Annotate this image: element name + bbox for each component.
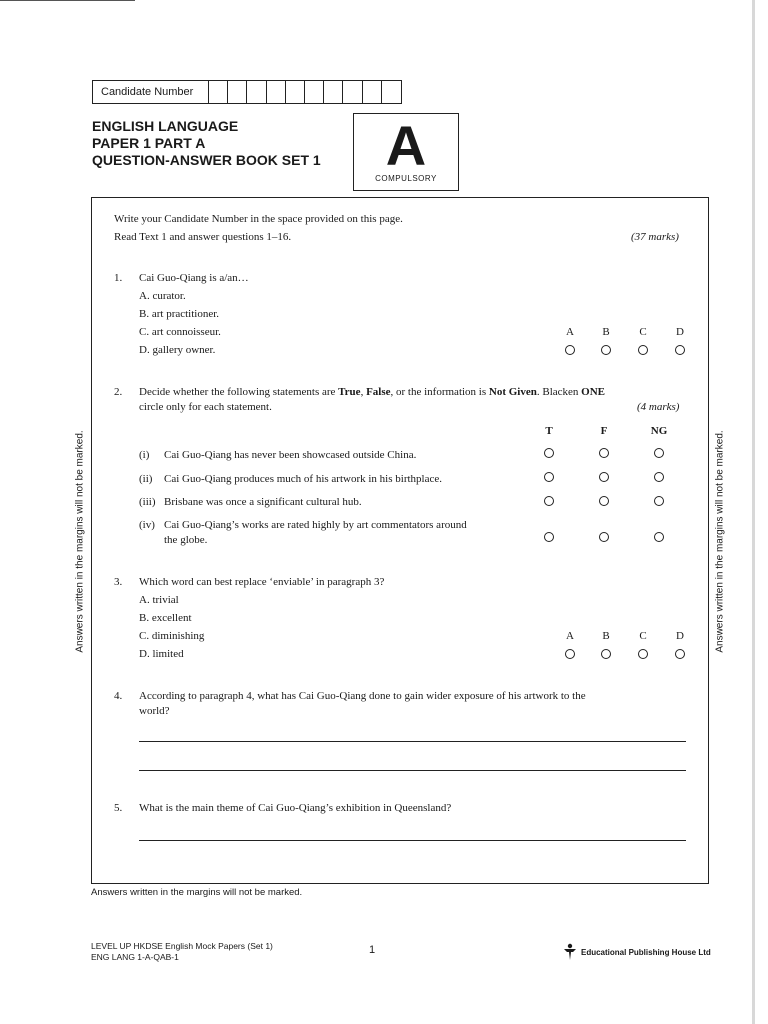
statement-number: (i) — [139, 449, 150, 461]
choice-label: D — [676, 326, 684, 338]
answer-bubble[interactable] — [599, 532, 609, 542]
statement-text: Cai Guo-Qiang’s works are rated highly by art commentators around — [164, 519, 467, 531]
option-text: A. curator. — [139, 290, 186, 302]
column-header-false: F — [600, 425, 608, 437]
column-header-true: T — [545, 425, 553, 437]
instruction-line: Write your Candidate Number in the space provided on this page. — [114, 213, 403, 225]
title-line: PAPER 1 PART A — [92, 135, 206, 151]
book-code: ENG LANG 1-A-QAB-1 — [91, 952, 179, 962]
publisher-logo-icon — [563, 943, 577, 961]
answer-bubble[interactable] — [599, 496, 609, 506]
candidate-number-box — [92, 80, 402, 104]
statement-text: Cai Guo-Qiang has never been showcased outside China. — [164, 449, 417, 461]
section-label: COMPULSORY — [375, 174, 437, 183]
book-info — [91, 941, 273, 963]
option-text: D. limited — [139, 648, 184, 660]
candidate-digit-cell[interactable] — [228, 81, 247, 103]
candidate-digit-cell[interactable] — [247, 81, 266, 103]
stem-text: Decide whether the following statements are — [139, 386, 339, 398]
candidate-digit-cell[interactable] — [343, 81, 362, 103]
choice-label: C — [639, 630, 647, 642]
paper-title — [92, 118, 321, 169]
answer-bubble[interactable] — [654, 496, 664, 506]
option-text: C. diminishing — [139, 630, 205, 642]
statement-text: Cai Guo-Qiang produces much of his artwork in his birthplace. — [164, 473, 442, 485]
question-number: 5. — [114, 802, 123, 814]
answer-line[interactable] — [139, 840, 686, 841]
left-margin-note: Answers written in the margins will not be marked. — [74, 430, 86, 653]
question-stem-cont: world? — [139, 705, 170, 717]
candidate-digit-cell[interactable] — [363, 81, 382, 103]
answer-bubble[interactable] — [565, 649, 575, 659]
answer-bubble[interactable] — [544, 496, 554, 506]
candidate-digit-cell[interactable] — [324, 81, 343, 103]
publisher-name: Educational Publishing House Ltd — [581, 947, 711, 957]
page-number: 1 — [369, 944, 376, 956]
candidate-digit-cell[interactable] — [382, 81, 401, 103]
answer-bubble[interactable] — [544, 472, 554, 482]
answer-bubble[interactable] — [601, 345, 611, 355]
option-text: D. gallery owner. — [139, 344, 216, 356]
answer-bubble[interactable] — [599, 472, 609, 482]
statement-text: Brisbane was once a significant cultural hub. — [164, 496, 362, 508]
question-number: 2. — [114, 386, 123, 398]
stem-false: False — [366, 386, 391, 398]
choice-label: B — [602, 630, 610, 642]
candidate-digit-cell[interactable] — [267, 81, 286, 103]
publisher — [563, 943, 711, 961]
answer-bubble[interactable] — [638, 649, 648, 659]
choice-label: A — [566, 326, 574, 338]
answer-line[interactable] — [139, 741, 686, 742]
column-header-not-given: NG — [650, 425, 668, 437]
stem-text: . Blacken — [536, 386, 582, 398]
answer-bubble[interactable] — [654, 472, 664, 482]
section-letter: A — [385, 114, 427, 177]
candidate-digit-cell[interactable] — [209, 81, 228, 103]
question-stem-cont: circle only for each statement. — [139, 401, 272, 413]
right-margin-note: Answers written in the margins will not be marked. — [714, 430, 726, 653]
answer-line[interactable] — [139, 770, 686, 771]
candidate-number-label: Candidate Number — [93, 81, 209, 103]
question-stem — [139, 385, 605, 399]
answer-bubble[interactable] — [601, 649, 611, 659]
candidate-digit-cell[interactable] — [305, 81, 324, 103]
footer-margin-note: Answers written in the margins will not be marked. — [91, 887, 303, 898]
answer-bubble[interactable] — [544, 448, 554, 458]
answer-bubble[interactable] — [638, 345, 648, 355]
answer-bubble[interactable] — [654, 448, 664, 458]
question-number: 4. — [114, 690, 123, 702]
question-number: 3. — [114, 576, 123, 588]
instruction-line: Read Text 1 and answer questions 1–16. — [114, 231, 292, 243]
option-text: A. trivial — [139, 594, 179, 606]
top-edge-line — [0, 0, 135, 1]
option-text: C. art connoisseur. — [139, 326, 221, 338]
stem-text: , or the information is — [390, 386, 489, 398]
stem-not-given: Not Given — [488, 386, 537, 398]
choice-label: A — [566, 630, 574, 642]
option-text: B. art practitioner. — [139, 308, 220, 320]
answer-bubble[interactable] — [654, 532, 664, 542]
answer-bubble[interactable] — [565, 345, 575, 355]
question-marks: (4 marks) — [637, 401, 680, 413]
section-badge — [353, 113, 459, 191]
total-marks: (37 marks) — [631, 231, 679, 243]
question-stem: According to paragraph 4, what has Cai Guo-Qiang done to gain wider exposure of his artwork to the — [139, 690, 586, 702]
answer-bubble[interactable] — [599, 448, 609, 458]
stem-one: ONE — [581, 386, 606, 398]
statement-number: (ii) — [139, 473, 153, 485]
stem-text: , — [360, 386, 367, 398]
statement-number: (iv) — [139, 519, 155, 531]
option-text: B. excellent — [139, 612, 192, 624]
choice-label: C — [639, 326, 647, 338]
choice-label: D — [676, 630, 684, 642]
statement-text-cont: the globe. — [164, 534, 208, 546]
page-edge-shadow — [752, 0, 755, 1024]
book-title: LEVEL UP HKDSE English Mock Papers (Set 1) — [91, 941, 273, 951]
question-number: 1. — [114, 272, 123, 284]
question-stem: Which word can best replace ‘enviable’ in paragraph 3? — [139, 576, 385, 588]
question-stem: Cai Guo-Qiang is a/an… — [139, 272, 249, 284]
answer-bubble[interactable] — [544, 532, 554, 542]
answer-bubble[interactable] — [675, 345, 685, 355]
question-stem: What is the main theme of Cai Guo-Qiang’s exhibition in Queensland? — [139, 802, 452, 814]
statement-number: (iii) — [139, 496, 156, 508]
answer-bubble[interactable] — [675, 649, 685, 659]
title-line: ENGLISH LANGUAGE — [92, 118, 239, 134]
choice-label: B — [602, 326, 610, 338]
candidate-digit-cell[interactable] — [286, 81, 305, 103]
stem-true: True — [338, 386, 361, 398]
title-line: QUESTION-ANSWER BOOK SET 1 — [92, 152, 321, 168]
